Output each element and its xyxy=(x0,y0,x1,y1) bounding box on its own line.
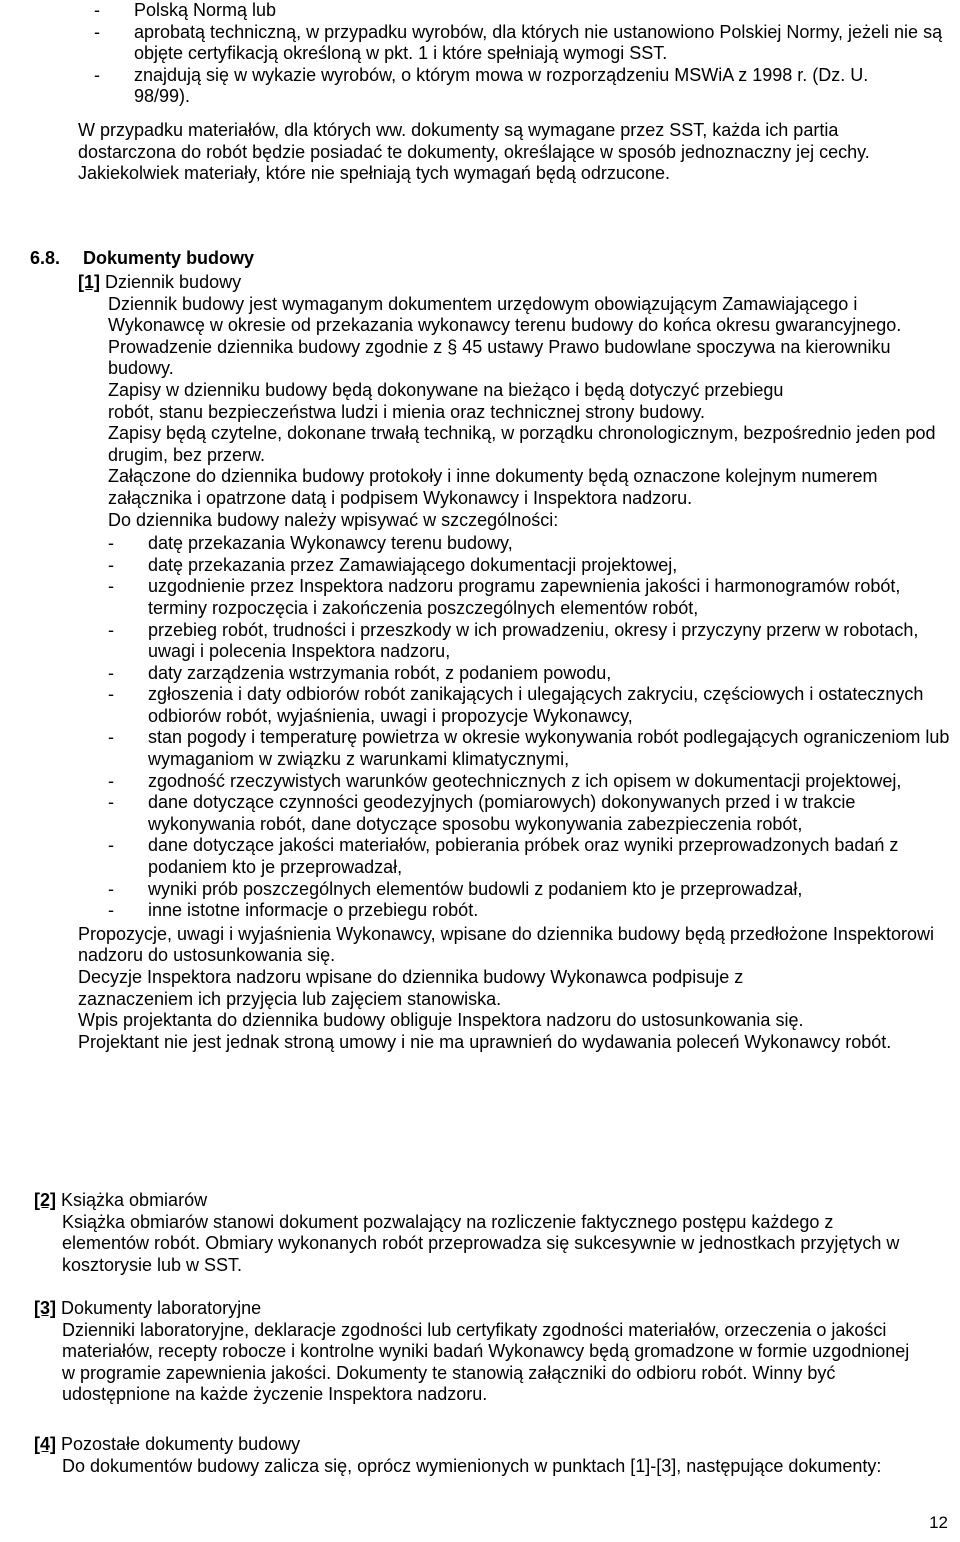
list-item: - Polską Normą lub xyxy=(94,0,277,20)
list-item: - daty zarządzenia wstrzymania robót, z podaniem powodu, xyxy=(108,662,612,683)
subsection-tag: [1] xyxy=(78,272,100,292)
list-item: - aprobatą techniczną, w przypadku wyrobów, dla których nie ustanowiono Polskiej Normy, jeżeli nie są objęte certyfikacją określoną w pkt. 1 i które spełniają wymogi SST. xyxy=(94,21,943,64)
list-item: - zgodność rzeczywistych warunków geotechnicznych z ich opisem w dokumentacji projektowej, xyxy=(108,770,902,791)
subsection-1 xyxy=(78,272,950,1053)
paragraph: Projektant nie jest jednak stroną umowy i nie ma uprawnień do wydawania poleceń Wykonawcy robót. xyxy=(78,1031,892,1052)
paragraph: Zapisy będą czytelne, dokonane trwałą techniką, w porządku chronologicznym, bezpośrednio jeden pod drugim, bez przerw. xyxy=(108,423,936,465)
paragraph: Zapisy w dzienniku budowy będą dokonywane na bieżąco i będą dotyczyć przebiegu robót, stanu bezpieczeństwa ludzi i mienia oraz technicznej strony budowy. xyxy=(108,379,784,422)
subsection-2 xyxy=(34,1190,934,1276)
paragraph: Jakiekolwiek materiały, które nie spełniają tych wymagań będą odrzucone. xyxy=(78,163,670,184)
list-item: - zgłoszenia i daty odbiorów robót zanikających i ulegających zakryciu, częściowych i ostatecznych odbiorów robót, wyjaśnienia, uwagi i propozycje Wykonawcy, xyxy=(108,684,924,726)
subsection-title: Dziennik budowy xyxy=(105,272,242,292)
list-item: - znajdują się w wykazie wyrobów, o którym mowa w rozporządzeniu MSWiA z 1998 r. (Dz. U. 98/99). xyxy=(94,64,869,107)
subsection-heading xyxy=(78,272,950,294)
subsection-heading xyxy=(34,1190,934,1212)
subsection-title: Pozostałe dokumenty budowy xyxy=(61,1434,301,1454)
paragraph: Decyzje Inspektora nadzoru wpisane do dziennika budowy Wykonawca podpisuje z zaznaczeniem ich przyjęcia lub zajęciem stanowiska. xyxy=(78,967,744,1009)
section-heading xyxy=(30,248,254,270)
paragraph: Propozycje, uwagi i wyjaśnienia Wykonawcy, wpisane do dziennika budowy będą przedłożone Inspektorowi nadzoru do ustosunkowania się. xyxy=(78,923,934,966)
list-item: - przebieg robót, trudności i przeszkody w ich prowadzeniu, okresy i przyczyny przerw w robotach, uwagi i polecenia Inspektora nadzoru, xyxy=(108,619,919,662)
paragraph: Dziennik budowy jest wymaganym dokumentem urzędowym obowiązującym Zamawiającego i Wykonawcę w okresie od przekazania wykonawcy terenu budowy do końca okresu gwarancyjnego. Prowadzenie dziennika budowy zgodnie z § 45 ustawy Prawo budowlane spoczywa na kierowniku budowy. xyxy=(108,293,902,379)
subsection-body xyxy=(78,294,950,922)
list-item: - stan pogody i temperaturę powietrza w okresie wykonywania robót podlegających ograniczeniom lub wymaganiom w związku z warunkami klimatycznymi, xyxy=(108,727,950,770)
section-title: Dokumenty budowy xyxy=(83,248,255,268)
top-list xyxy=(94,0,960,108)
subsection-3 xyxy=(34,1298,934,1406)
subsection-closing xyxy=(78,924,950,1054)
subsection-tag: [3] xyxy=(34,1298,56,1318)
paragraph: Wpis projektanta do dziennika budowy obliguje Inspektora nadzoru do ustosunkowania się. xyxy=(78,1010,804,1031)
list-item: - wyniki prób poszczególnych elementów budowli z podaniem kto je przeprowadzał, xyxy=(108,878,803,899)
paragraph: Do dziennika budowy należy wpisywać w szczególności: xyxy=(108,509,559,530)
entries-list xyxy=(108,533,950,922)
paragraph: W przypadku materiałów, dla których ww. dokumenty są wymagane przez SST, każda ich partia dostarczona do robót będzie posiadać te dokumenty, określające w sposób jednoznaczny jej cechy. xyxy=(78,120,870,162)
section-number: 6.8. xyxy=(30,248,61,268)
paragraph: Załączone do dziennika budowy protokoły i inne dokumenty będą oznaczone kolejnym numerem załącznika i opatrzone datą i podpisem Wykonawcy i Inspektora nadzoru. xyxy=(108,466,878,508)
subsection-title: Dokumenty laboratoryjne xyxy=(61,1298,262,1318)
subsection-title: Książka obmiarów xyxy=(61,1190,208,1210)
subsection-heading xyxy=(34,1298,934,1320)
paragraph: Książka obmiarów stanowi dokument pozwalający na rozliczenie faktycznego postępu każdego z elementów robót. Obmiary wykonanych robót przeprowadza się sukcesywnie w jednostkach przyjętych w kosztorysie lub w SST. xyxy=(62,1211,900,1275)
list-item: - uzgodnienie przez Inspektora nadzoru programu zapewnienia jakości i harmonogramów robót, terminy rozpoczęcia i zakończenia poszczególnych elementów robót, xyxy=(108,576,901,618)
list-item: - dane dotyczące jakości materiałów, pobierania próbek oraz wyniki przeprowadzonych badań z podaniem kto je przeprowadzał, xyxy=(108,835,899,878)
list-item: - datę przekazania przez Zamawiającego dokumentacji projektowej, xyxy=(108,554,678,575)
page-number: 12 xyxy=(929,1513,948,1533)
paragraph: Dzienniki laboratoryjne, deklaracje zgodności lub certyfikaty zgodności materiałów, orzeczenia o jakości materiałów, recepty robocze i kontrolne wyniki badań Wykonawcy będą gromadzone w formie uzgodnionej w programie zapewnienia jakości. Dokumenty te stanowią załączniki do odbioru robót. Winny być udostępnione na każde życzenie Inspektora nadzoru. xyxy=(62,1319,910,1405)
list-item: - dane dotyczące czynności geodezyjnych (pomiarowych) dokonywanych przed i w trakcie wykonywania robót, dane dotyczące sposobu wykonywania zabezpieczenia robót, xyxy=(108,792,856,834)
subsection-tag: [2] xyxy=(34,1190,56,1210)
subsection-tag: [4] xyxy=(34,1434,56,1454)
paragraph: Do dokumentów budowy zalicza się, oprócz wymienionych w punktach [1]-[3], następujące dokumenty: xyxy=(62,1455,882,1476)
list-item: - datę przekazania Wykonawcy terenu budowy, xyxy=(108,533,513,554)
subsection-4 xyxy=(34,1434,934,1477)
list-item: - inne istotne informacje o przebiegu robót. xyxy=(108,900,479,921)
intro-paragraphs xyxy=(78,120,938,185)
subsection-heading xyxy=(34,1434,934,1456)
